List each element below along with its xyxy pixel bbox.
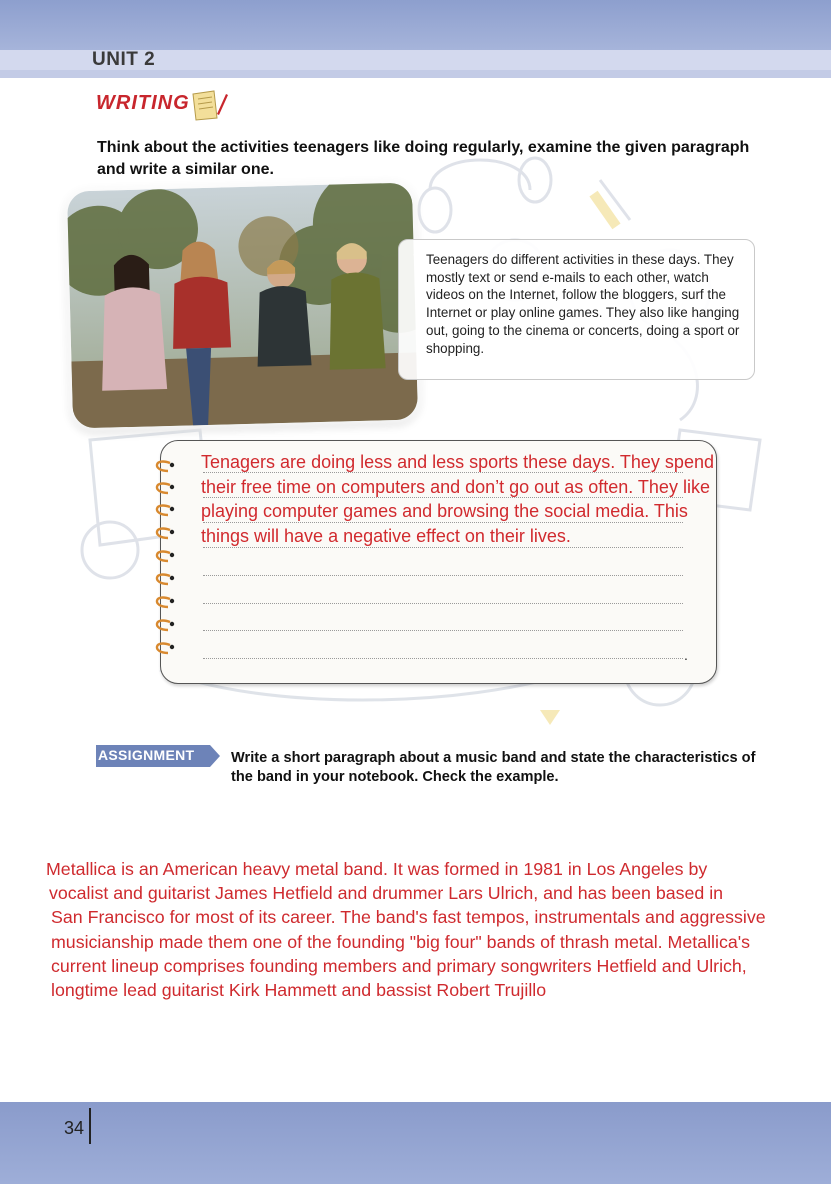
example-paragraph: Teenagers do different activities in these days. They mostly text or send e-mails to each other, watch videos on the Internet, follow the bloggers, surf the Internet or play online games. They also like hanging out, going to the cinema or concerts, doing a sport or shopping. — [426, 252, 740, 356]
answer-line: Metallica is an American heavy metal band. It was formed in 1981 in Los Angeles by — [46, 859, 708, 879]
pencil-note-icon — [190, 88, 230, 122]
notebook-line — [203, 658, 683, 659]
assignment-answer — [46, 857, 816, 1002]
answer-line: musicianship made them one of the founding "big four" bands of thrash metal. Metallica's — [51, 931, 751, 952]
answer-line: San Francisco for most of its career. The band's fast tempos, instrumentals and aggressive — [51, 907, 766, 928]
notebook-line — [203, 575, 683, 576]
notebook-line — [203, 630, 683, 631]
unit-title: UNIT 2 — [92, 49, 156, 70]
section-title: WRITING — [96, 92, 190, 114]
top-band — [0, 0, 831, 50]
spiral-binding-icon — [148, 453, 178, 663]
page-number: 34 — [64, 1118, 85, 1138]
teenagers-photo — [67, 183, 418, 429]
notebook-line — [203, 603, 683, 604]
notebook-end-mark: . — [684, 647, 688, 663]
answer-line: current lineup comprises founding members and primary songwriters Hetfield and Ulrich, — [51, 955, 747, 976]
task-instruction: Think about the activities teenagers like doing regularly, examine the given paragraph and write a similar one. — [97, 139, 750, 178]
teenagers-photo-illustration — [67, 183, 418, 429]
answer-line: vocalist and guitarist James Hetfield and drummer Lars Ulrich, and has been based in — [49, 883, 724, 904]
assignment-label: ASSIGNMENT — [98, 747, 195, 763]
notebook-answer: Tenagers are doing less and less sports these days. They spend their free time on computers and don’t go out as often. They like playing computer games and browsing the social media. This things will have a negative effect on their lives. — [201, 452, 714, 546]
assignment-text: Write a short paragraph about a music band and state the characteristics of the band in your notebook. Check the example. — [231, 750, 756, 785]
answer-line: longtime lead guitarist Kirk Hammett and bassist Robert Trujillo — [51, 980, 547, 1001]
bottom-band — [0, 1102, 831, 1184]
top-band-stripe-dark — [0, 70, 831, 78]
page-number-divider — [89, 1108, 91, 1144]
